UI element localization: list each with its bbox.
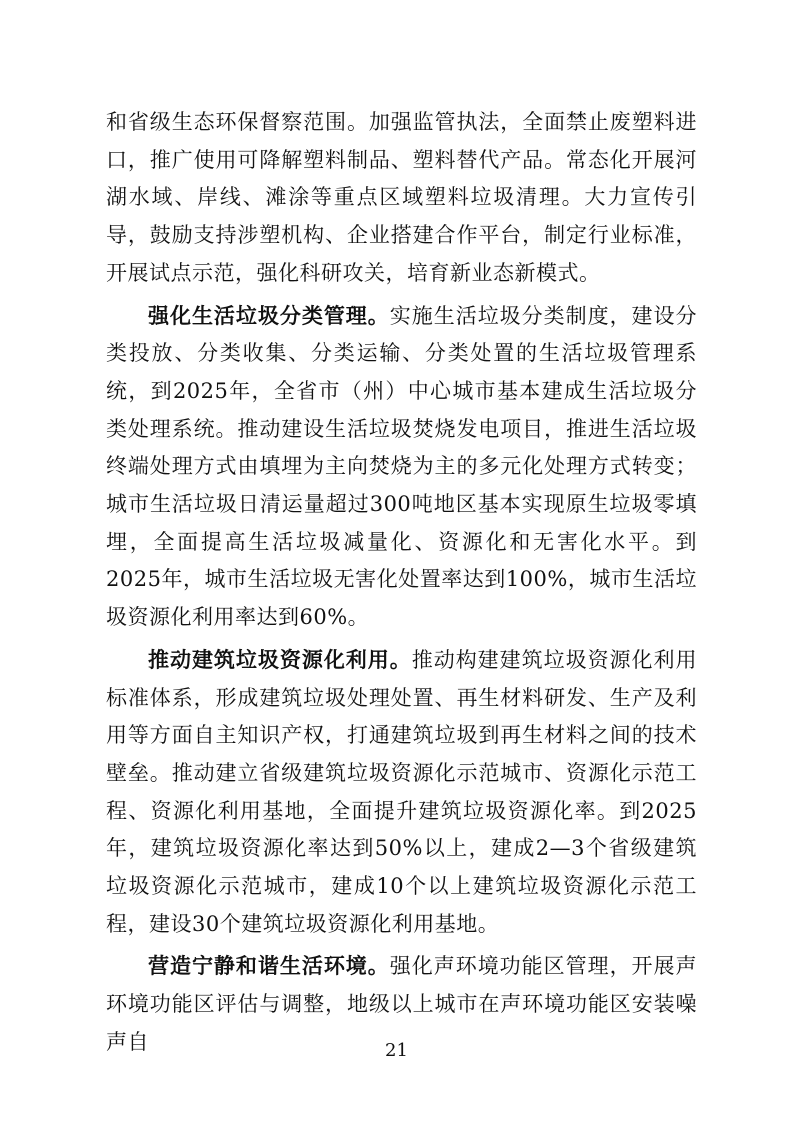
paragraph-text: 强化声环境功能区管理，开展声环境功能区评估与调整，地级以上城市在声环境功能区安装噪声自 <box>106 954 698 1054</box>
paragraph-heading: 营造宁静和谐生活环境。 <box>148 953 390 979</box>
body-text <box>106 104 697 1062</box>
paragraph-heading: 强化生活垃圾分类管理。 <box>148 302 390 328</box>
paragraph-text: 和省级生态环保督察范围。加强监管执法，全面禁止废塑料进口，推广使用可降解塑料制品、塑料替代产品。常态化开展河湖水域、岸线、滩涂等重点区域塑料垃圾清理。大力宣传引导，鼓励支持涉塑机构、企业搭建合作平台，制定行业标准，开展试点示范，强化科研攻关，培育新业态新模式。 <box>106 110 697 285</box>
page-number: 21 <box>385 1040 408 1061</box>
paragraph-text: 实施生活垃圾分类制度，建设分类投放、分类收集、分类运输、分类处置的生活垃圾管理系统，到2025年，全省市（州）中心城市基本建成生活垃圾分类处理系统。推动建设生活垃圾焚烧发电项目，推进生活垃圾终端处理方式由填埋为主向焚烧为主的多元化处理方式转变；城市生活垃圾日清运量超过300吨地区基本实现原生垃圾零填埋，全面提高生活垃圾减量化、资源化和无害化水平。到2025年，城市生活垃圾无害化处置率达到100%，城市生活垃圾资源化利用率达到60%。 <box>106 303 698 630</box>
paragraph-household-waste <box>106 297 697 637</box>
paragraph-text: 推动构建建筑垃圾资源化利用标准体系，形成建筑垃圾处理处置、再生材料研发、生产及利用等方面自主知识产权，打通建筑垃圾到再生材料之间的技术壁垒。推动建立省级建筑垃圾资源化示范城市、资源化示范工程、资源化利用基地，全面提升建筑垃圾资源化率。到2025年，建筑垃圾资源化率达到50%以上，建成2—3个省级建筑垃圾资源化示范城市，建成10个以上建筑垃圾资源化示范工程，建设30个建筑垃圾资源化利用基地。 <box>106 647 697 936</box>
paragraph-heading: 推动建筑垃圾资源化利用。 <box>148 646 412 672</box>
paragraph-plastic-pollution <box>106 104 697 293</box>
paragraph-construction-waste <box>106 641 697 944</box>
